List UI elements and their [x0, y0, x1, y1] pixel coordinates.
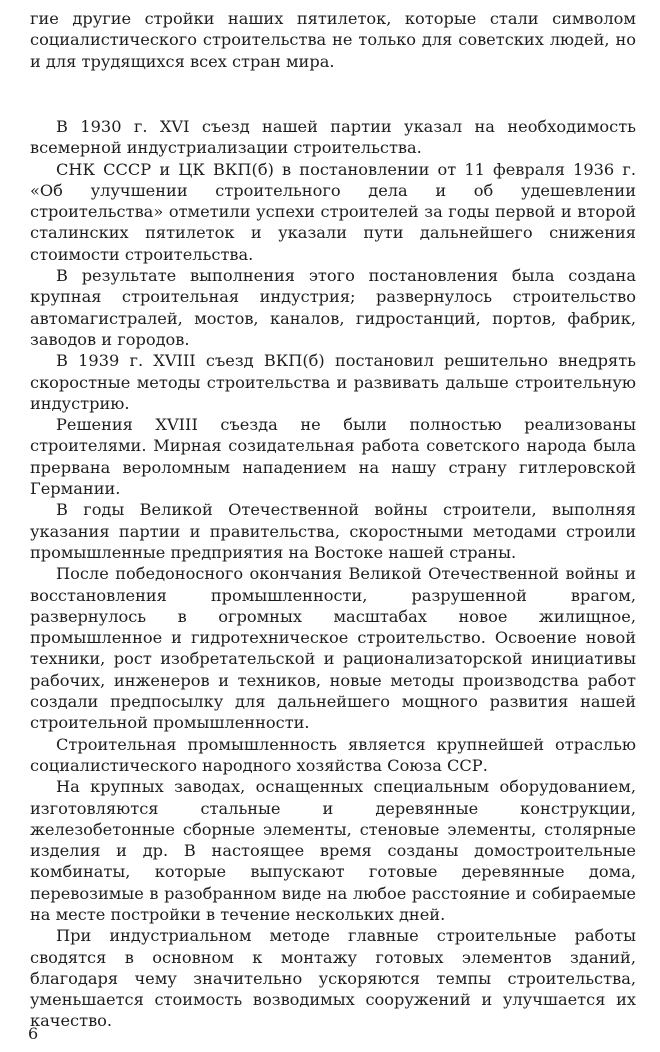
- continued-text-block: [30, 8, 636, 72]
- paragraph-industrial-method: При индустриальном методе главные строительные работы сводятся в основном к монтажу готовых элементов зданий, благодаря чему значительно ускоряются темпы строительства, уменьшается стоимость возводимых сооружений и улучшается их качество.: [30, 926, 636, 1031]
- paragraph-1939-congress: В 1939 г. XVIII съезд ВКП(б) постановил решительно внедрять скоростные методы строительства и развивать дальше строительную индустрию.: [30, 351, 636, 413]
- main-text-block: [30, 116, 636, 1032]
- paragraph-construction-industry: В результате выполнения этого постановления была создана крупная строительная индустрия; развернулось строительство автомагистралей, мостов, каналов, гидростанций, портов, фабрик, заводов и городов.: [30, 266, 636, 349]
- paragraph-1936-resolution: СНК СССР и ЦК ВКП(б) в постановлении от 11 февраля 1936 г. «Об улучшении строительного дела и об удешевлении строительства» отметили успехи строителей за годы первой и второй сталинских пятилеток и указали пути дальнейшего снижения стоимости строительства.: [30, 159, 636, 264]
- page-number: 6: [28, 1024, 39, 1043]
- paragraph-postwar: После победоносного окончания Великой Отечественной войны и восстановления промышленности, разрушенной врагом, развернулось в огромных масштабах новое жилищное, промышленное и гидротехническое строительство. Освоение новой техники, рост изобретательской и рационализаторской инициативы рабочих, инженеров и техников, новые методы производства работ создали предпосылку для дальнейшего мощного развития нашей строительной промышленности.: [30, 564, 636, 733]
- paragraph-war-interruption: Решения XVIII съезда не были полностью реализованы строителями. Мирная созидательная работа советского народа была прервана вероломным нападением на нашу страну гитлеровской Германии.: [30, 415, 636, 499]
- continued-paragraph: гие другие стройки наших пятилеток, которые стали символом социалистического строительства не только для советских людей, но и для трудящихся всех стран мира.: [30, 9, 636, 71]
- paragraph-1930-congress: В 1930 г. XVI съезд нашей партии указал на необходимость всемерной индустриализации строительства.: [30, 117, 636, 158]
- paragraph-war-years: В годы Великой Отечественной войны строители, выполняя указания партии и правительства, скоростными методами строили промышленные предприятия на Востоке нашей страны.: [30, 500, 636, 562]
- paragraph-largest-branch: Строительная промышленность является крупнейшей отраслью социалистического народного хозяйства Союза ССР.: [30, 734, 636, 775]
- paragraph-factories: На крупных заводах, оснащенных специальным оборудованием, изготовляются стальные и деревянные конструкции, железобетонные сборные элементы, стеновые элементы, столярные изделия и др. В настоящее время созданы домостроительные комбинаты, которые выпускают готовые деревянные дома, перевозимые в разобранном виде на любое расстояние и собираемые на месте постройки в течение нескольких дней.: [30, 777, 636, 924]
